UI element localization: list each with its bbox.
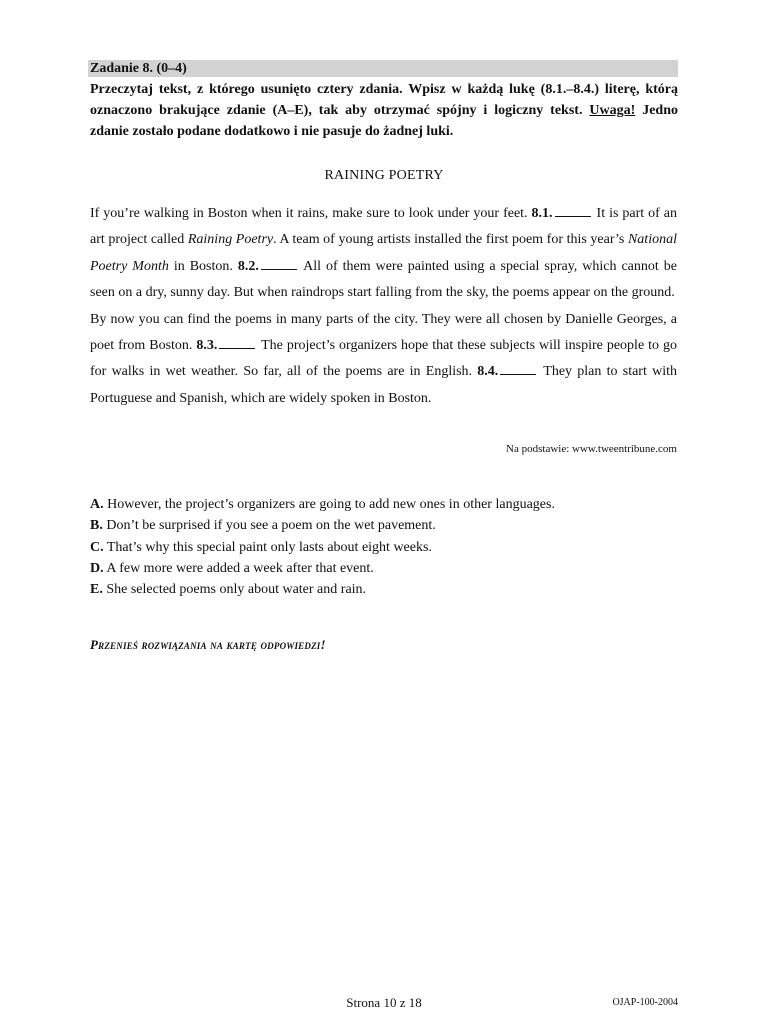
option-a xyxy=(90,494,677,515)
task-instruction xyxy=(90,79,678,142)
gap-blank-8-4[interactable] xyxy=(500,362,536,375)
text-run: If you’re walking in Boston when it rains, make sure to look under your feet. xyxy=(90,206,532,221)
text-run: in Boston. xyxy=(168,258,238,274)
option-c xyxy=(90,537,677,558)
article-title: RAINING POETRY xyxy=(324,168,444,183)
exam-code: OJAP-100-2004 xyxy=(612,997,678,1008)
option-letter: D. xyxy=(90,560,104,576)
option-letter: A. xyxy=(90,497,104,512)
text-run: The project’s organizers hope that these subjects will inspire people to go for walks in wet weather. So far, all of the poems are in English. xyxy=(90,338,677,380)
option-text: A few more were added a week after that event. xyxy=(103,560,374,576)
text-run: By now you can find the poems in many parts of the city. They were all chosen by Danielle Georges, a poet from Boston. xyxy=(90,311,677,354)
source-note: Na podstawie: www.tweentribune.com xyxy=(506,443,677,455)
gap-blank-8-1[interactable] xyxy=(555,204,591,217)
option-text: That’s why this special paint only lasts about eight weeks. xyxy=(103,539,432,555)
italic-project-name: Raining Poetry xyxy=(187,232,274,248)
task-heading: Zadanie 8. (0–4) xyxy=(88,60,678,77)
page-number: Strona 10 z 18 xyxy=(346,995,422,1010)
option-text: Don’t be surprised if you see a poem on the wet pavement. xyxy=(102,518,436,534)
paragraph-2 xyxy=(90,307,677,413)
option-b xyxy=(90,515,677,536)
option-e xyxy=(90,579,677,600)
text-run: It is part of an art project called xyxy=(90,206,677,248)
option-letter: E. xyxy=(90,582,103,598)
italic-event-name: National Poetry Month xyxy=(90,232,677,274)
text-run: . A team of young artists installed the first poem for this year’s xyxy=(273,232,628,248)
transfer-answers-note: Przenieś rozwiązania na kartę odpowiedzi! xyxy=(90,637,326,652)
gap-label-8-3: 8.3. xyxy=(196,338,218,354)
gap-label-8-4: 8.4. xyxy=(477,364,499,380)
option-letter: C. xyxy=(90,539,104,555)
article-body xyxy=(90,201,677,412)
gap-blank-8-2[interactable] xyxy=(261,257,297,270)
text-run: They plan to start with Portuguese and Spanish, which are widely spoken in Boston. xyxy=(90,364,677,406)
paragraph-1 xyxy=(90,201,677,307)
option-text: However, the project’s organizers are going to add new ones in other languages. xyxy=(103,497,555,512)
note-text: Jedno zdanie zostało podane dodatkowo i nie pasuje do żadnej luki. xyxy=(90,103,679,139)
option-d xyxy=(90,558,677,579)
instruction-text: Przeczytaj tekst, z którego usunięto cztery zdania. Wpisz w każdą lukę (8.1.–8.4.) literę, którą oznaczono brakujące zdanie (A–E), tak aby otrzymać spójny i logiczny tekst. xyxy=(90,82,678,118)
gap-blank-8-3[interactable] xyxy=(219,336,255,349)
option-letter: B. xyxy=(90,518,103,534)
option-text: She selected poems only about water and rain. xyxy=(102,582,367,598)
text-run: All of them were painted using a special spray, which cannot be seen on a dry, sunny day. But when raindrops start falling from the sky, the poems appear on the ground. xyxy=(90,258,677,301)
note-label: Uwaga! xyxy=(589,103,636,118)
answer-options xyxy=(90,494,677,600)
gap-label-8-1: 8.1. xyxy=(531,206,553,221)
gap-label-8-2: 8.2. xyxy=(237,258,259,274)
